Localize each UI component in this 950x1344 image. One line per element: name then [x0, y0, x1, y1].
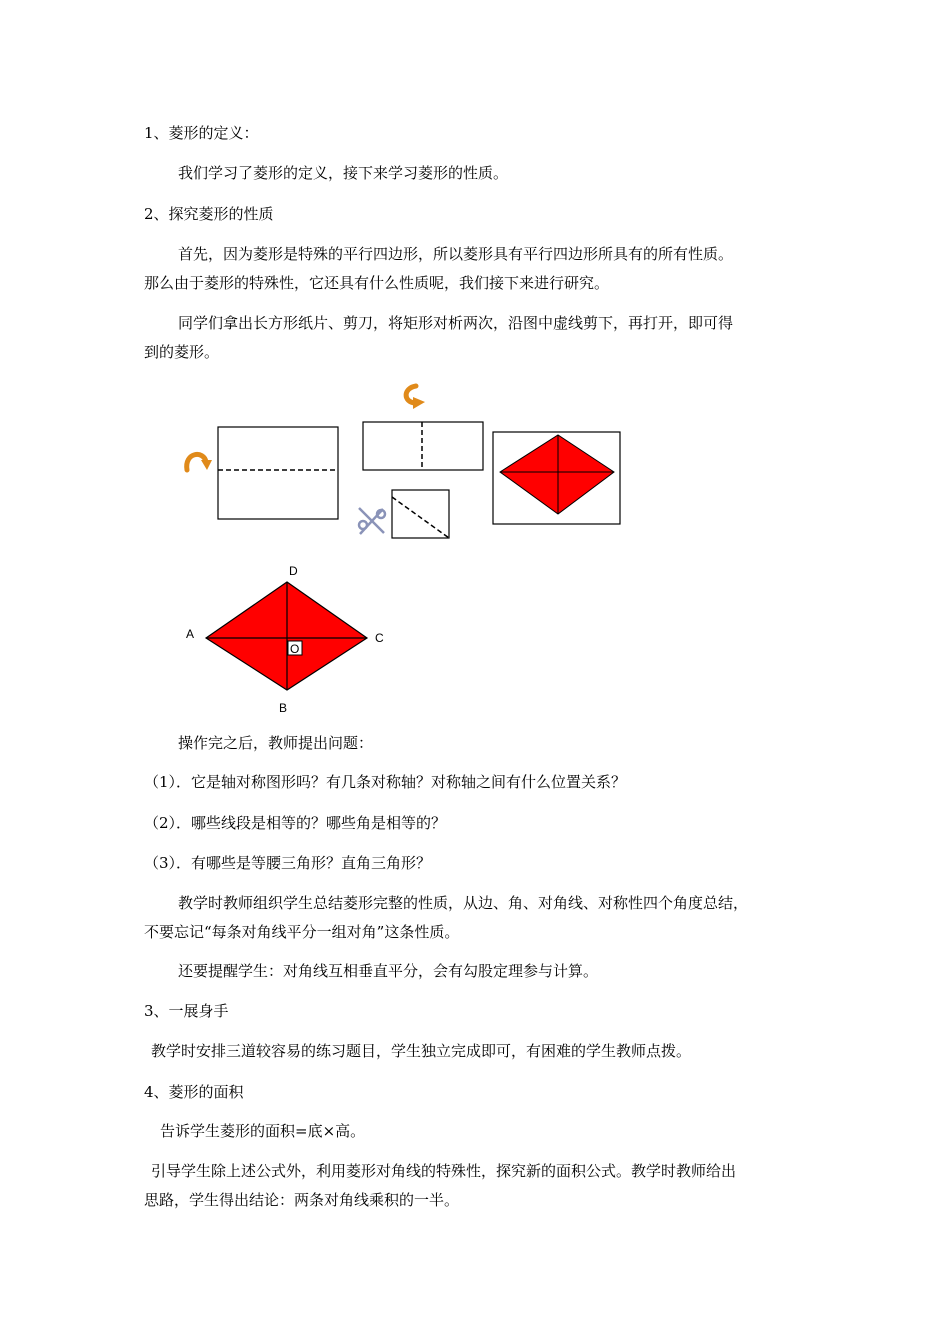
rectangle-diagonal-cut	[392, 490, 449, 538]
labeled-rhombus	[186, 564, 384, 715]
label-C: C	[375, 631, 384, 645]
section4-body1: 告诉学生菱形的面积=底×高。	[160, 1122, 366, 1140]
rectangle-with-rhombus	[493, 432, 620, 524]
label-A: A	[186, 627, 195, 641]
section2-para2-line2: 到的菱形。	[144, 343, 220, 361]
section2-para1-line1: 首先，因为菱形是特殊的平行四边形，所以菱形具有平行四边形所具有的所有性质。	[178, 245, 734, 263]
summary-line2: 不要忘记“每条对角线平分一组对角”这条性质。	[144, 923, 460, 941]
question-1: （1）．它是轴对称图形吗？有几条对称轴？对称轴之间有什么位置关系？	[144, 773, 627, 791]
section1-heading: 1、菱形的定义：	[144, 124, 259, 142]
section4-body2-line2: 思路，学生得出结论：两条对角线乘积的一半。	[144, 1191, 460, 1209]
after-operation: 操作完之后，教师提出问题：	[178, 734, 374, 752]
label-D: D	[289, 564, 298, 578]
section4-heading: 4、菱形的面积	[144, 1083, 244, 1101]
section3-body: 教学时安排三道较容易的练习题目，学生独立完成即可，有困难的学生教师点拨。	[151, 1042, 692, 1060]
section3-heading: 3、一展身手	[144, 1002, 229, 1020]
section2-para2-line1: 同学们拿出长方形纸片、剪刀，将矩形对析两次，沿图中虚线剪下，再打开，即可得	[178, 314, 734, 332]
curved-arrow-icon	[187, 454, 212, 470]
section4-body2-line1: 引导学生除上述公式外，利用菱形对角线的特殊性，探究新的面积公式。教学时教师给出	[151, 1162, 737, 1180]
scissors-icon	[359, 508, 385, 534]
section1-body: 我们学习了菱形的定义，接下来学习菱形的性质。	[178, 164, 509, 182]
rectangle-horizontal-fold	[218, 427, 338, 519]
question-3: （3）．有哪些是等腰三角形？直角三角形？	[144, 854, 432, 872]
rectangle-vertical-fold	[363, 422, 483, 470]
curved-arrow-icon	[406, 386, 425, 409]
label-O: O	[290, 642, 300, 656]
section2-heading: 2、探究菱形的性质	[144, 205, 274, 223]
label-B: B	[279, 701, 288, 715]
question-2: （2）．哪些线段是相等的？哪些角是相等的？	[144, 814, 447, 832]
section2-para1-line2: 那么由于菱形的特殊性，它还具有什么性质呢，我们接下来进行研究。	[144, 274, 610, 292]
remind: 还要提醒学生：对角线互相垂直平分，会有勾股定理参与计算。	[178, 962, 599, 980]
summary-line1: 教学时教师组织学生总结菱形完整的性质，从边、角、对角线、对称性四个角度总结，	[178, 894, 749, 912]
